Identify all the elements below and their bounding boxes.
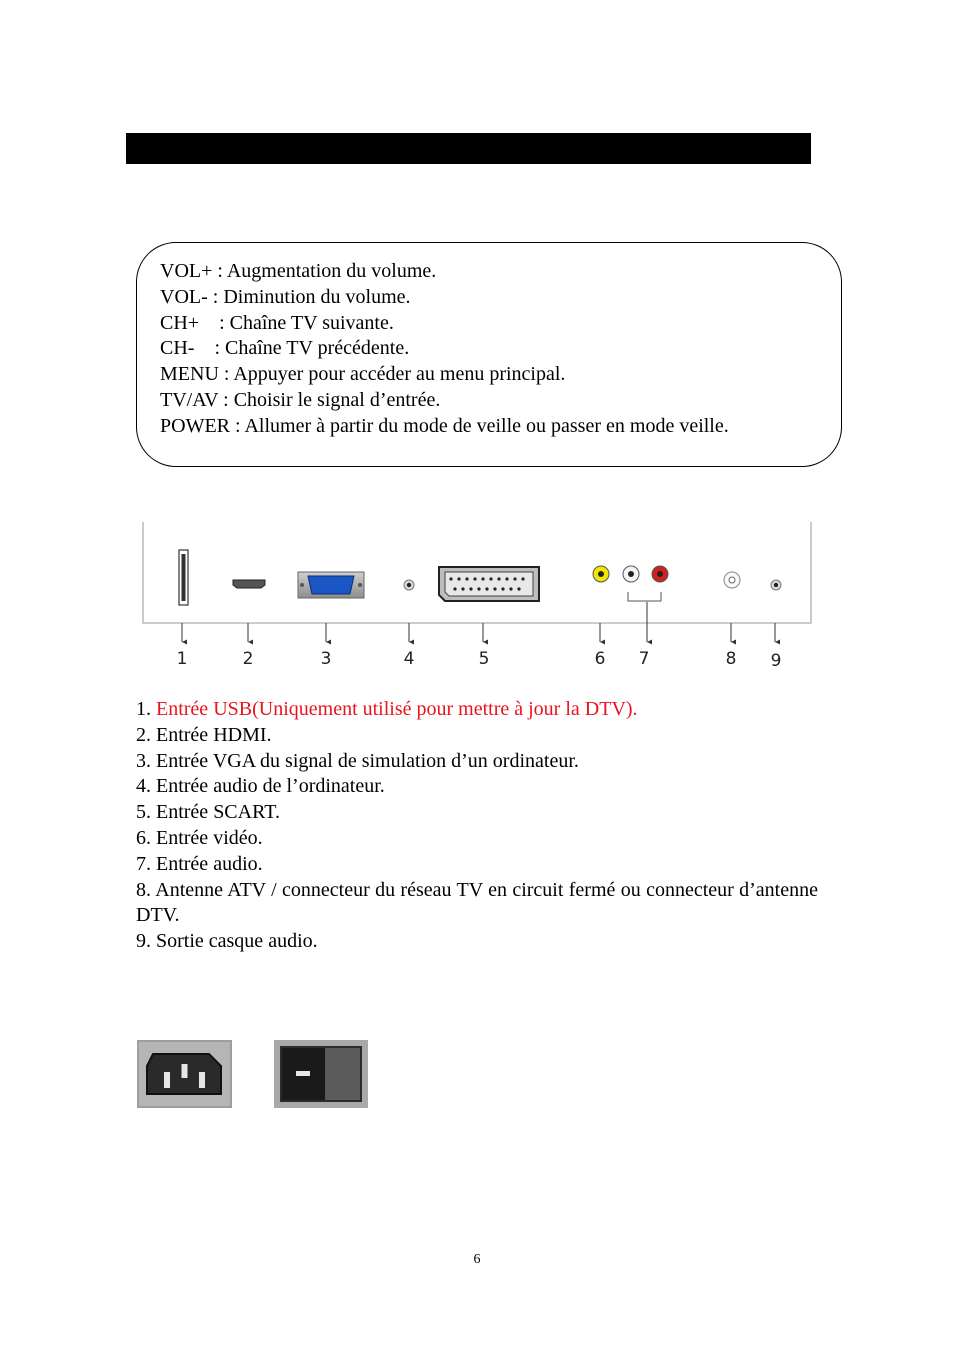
port-description-item [136, 826, 818, 852]
port-text: Entrée HDMI. [156, 723, 272, 746]
port-number: 2. [136, 723, 156, 746]
port-description-item [136, 852, 818, 878]
port-number: 9. [136, 930, 156, 953]
button-description-item: VOL+ : Augmentation du volume. [160, 260, 437, 282]
pointer-arrows [182, 602, 775, 642]
panel-number-label: 2 [242, 649, 254, 669]
port-text: Entrée audio. [156, 852, 263, 875]
port-description-item [136, 723, 818, 749]
headphone-jack-icon [771, 580, 781, 590]
port-text: Antenne ATV / connecteur du réseau TV en circuit fermé ou connecteur d’antenne DTV. [136, 878, 818, 927]
panel-number-label: 6 [594, 649, 606, 669]
port-number: 1. [136, 698, 156, 720]
button-description-item: CH- : Chaîne TV précédente. [160, 337, 410, 360]
button-description-item: VOL- : Diminution du volume. [160, 285, 411, 308]
port-description-item [136, 929, 818, 955]
rear-panel-diagram [141, 520, 813, 680]
button-description-item: CH+ : Chaîne TV suivante. [160, 311, 394, 334]
panel-number-label: 7 [638, 649, 650, 669]
port-number: 6. [136, 826, 156, 849]
button-description-item: TV/AV : Choisir le signal d’entrée. [160, 388, 441, 411]
button-description-item: MENU : Appuyer pour accéder au menu principal. [160, 363, 566, 386]
panel-number-label: 3 [320, 649, 332, 669]
scart-port-icon [439, 567, 539, 601]
port-description-item [136, 774, 818, 800]
hdmi-port-icon [233, 580, 265, 588]
port-number: 8. [136, 878, 156, 901]
panel-number-label: 9 [770, 651, 782, 671]
audio-rca-jacks-icon [623, 566, 668, 601]
video-rca-jack-icon [593, 566, 609, 582]
power-switch-icon [274, 1040, 368, 1108]
port-number: 7. [136, 852, 156, 875]
button-description-item: POWER : Allumer à partir du mode de veille ou passer en mode veille. [160, 414, 729, 437]
port-number: 5. [136, 801, 156, 824]
panel-number-label: 4 [403, 649, 415, 669]
button-description-list [160, 259, 729, 440]
port-text: Sortie casque audio. [156, 930, 318, 953]
usb-port-icon [179, 550, 188, 605]
port-number: 4. [136, 775, 156, 798]
port-text: Entrée SCART. [156, 801, 280, 824]
page-number: 6 [473, 1252, 481, 1267]
port-text: Entrée VGA du signal de simulation d’un ordinateur. [156, 749, 579, 772]
panel-number-label: 1 [176, 649, 188, 669]
port-description-item [136, 697, 818, 723]
ac-power-socket-icon [137, 1040, 232, 1108]
section-header-bar [126, 133, 811, 164]
port-text: Entrée audio de l’ordinateur. [156, 775, 385, 798]
port-description-item [136, 749, 818, 775]
port-description-list [136, 697, 818, 955]
port-text: Entrée USB(Uniquement utilisé pour mettre à jour la DTV). [156, 698, 638, 720]
port-description-item [136, 878, 818, 930]
vga-port-icon [298, 572, 364, 598]
pc-audio-jack-icon [404, 580, 414, 590]
panel-number-label: 8 [725, 649, 737, 669]
antenna-connector-icon [724, 572, 740, 588]
port-description-item [136, 800, 818, 826]
panel-number-label: 5 [478, 649, 490, 669]
port-text: Entrée vidéo. [156, 826, 263, 849]
port-number: 3. [136, 749, 156, 772]
